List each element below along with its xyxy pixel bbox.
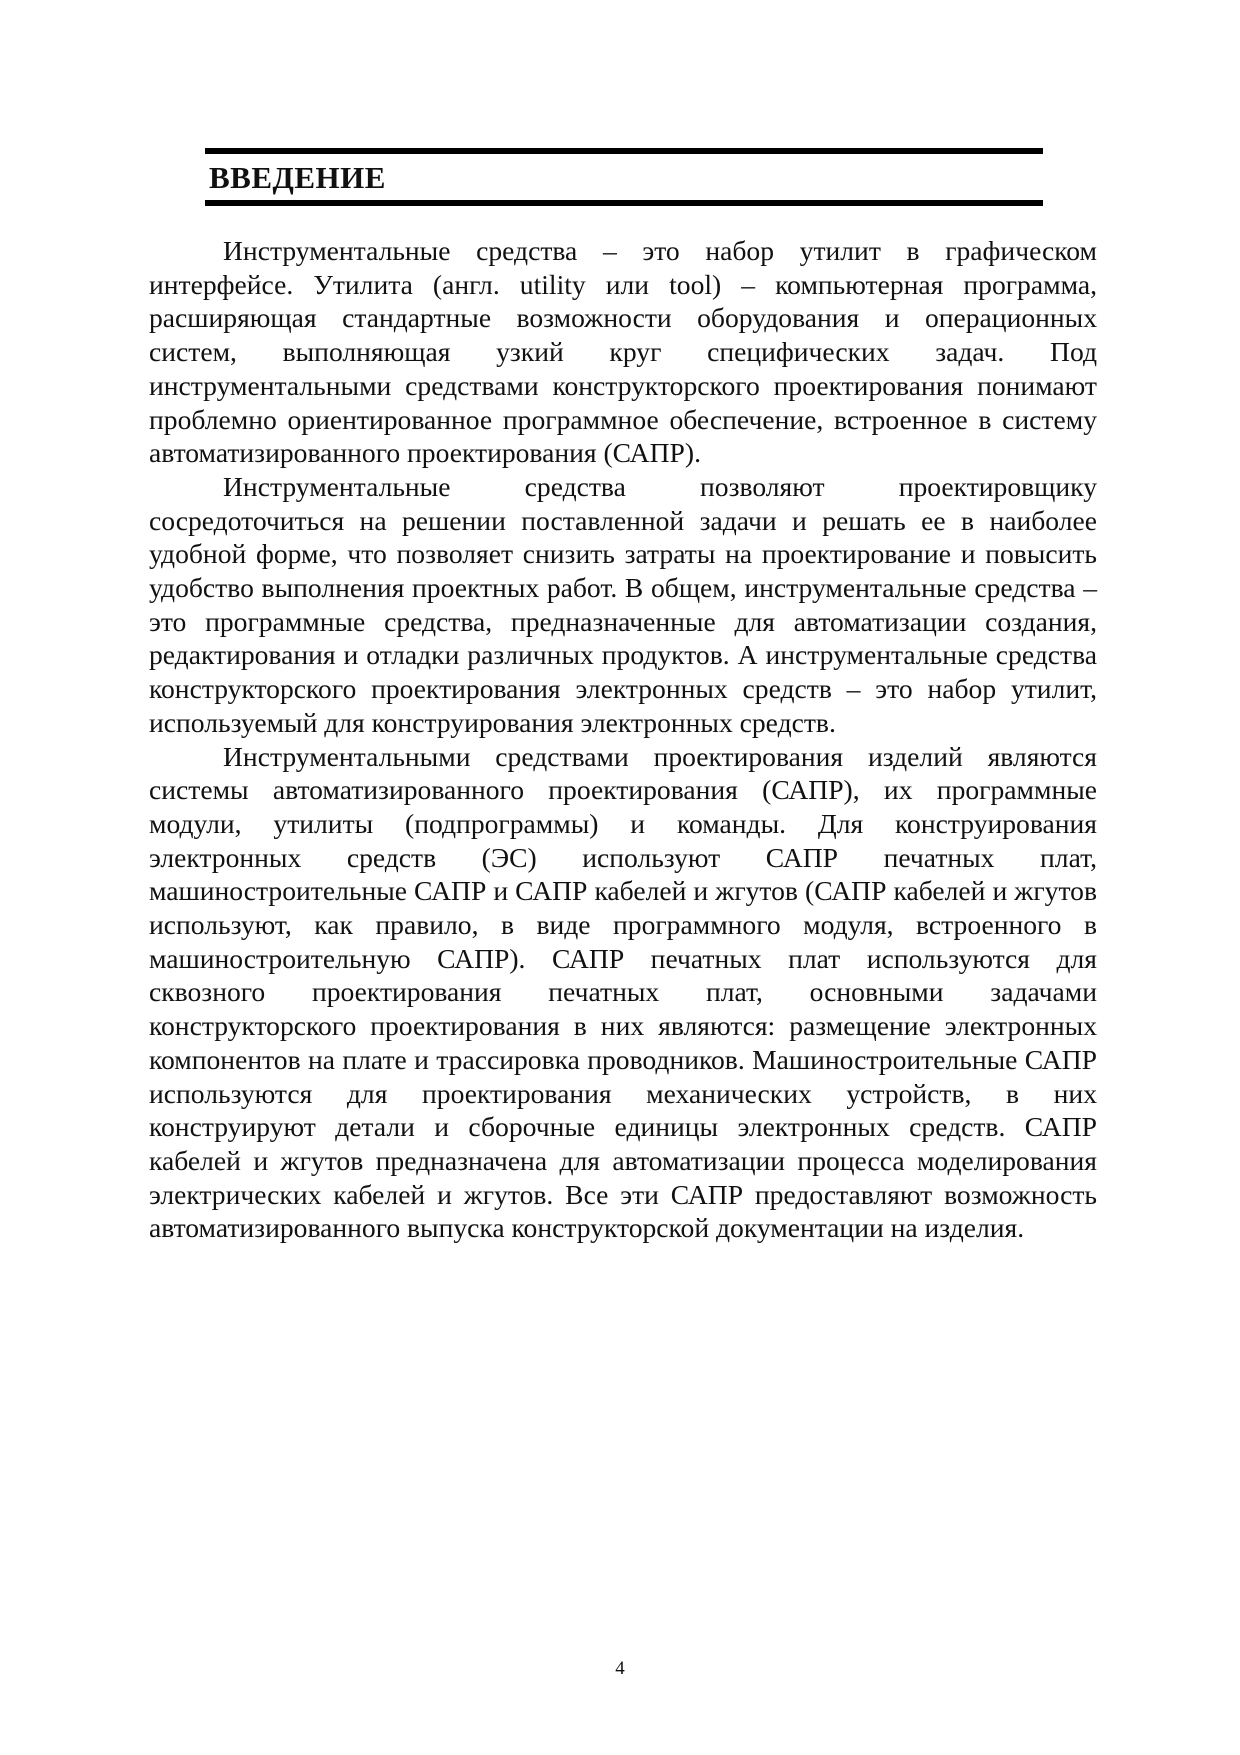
paragraph-2: Инструментальные средства позволяют проектировщику сосредоточиться на решении поставленной задачи и решать ее в наиболее удобной форме, что позволяет снизить затраты на проектирование и повысить удобство выполнения проектных работ. В общем, инструментальные средства – это программные средства, предназначенные для автоматизации создания, редактирования и отладки различных продуктов. А инструментальные средства конструкторского проектирования электронных средств – это набор утилит, используемый для конструирования электронных средств. xyxy=(149,470,1097,738)
body-text xyxy=(149,234,1097,1245)
section-header xyxy=(205,148,1043,206)
paragraph-3: Инструментальными средствами проектирования изделий являются системы автоматизированного проектирования (САПР), их программные модули, утилиты (подпрограммы) и команды. Для конструирования электронных средств (ЭС) используют САПР печатных плат, машиностроительные САПР и САПР кабелей и жгутов (САПР кабелей и жгутов используют, как правило, в виде программного модуля, встроенного в машиностроительную САПР). САПР печатных плат используются для сквозного проектирования печатных плат, основными задачами конструкторского проектирования в них являются: размещение электронных компонентов на плате и трассировка проводников. Машиностроительные САПР используются для проектирования механических устройств, в них конструируют детали и сборочные единицы электронных средств. САПР кабелей и жгутов предназначена для автоматизации процесса моделирования электрических кабелей и жгутов. Все эти САПР предоставляют возможность автоматизированного выпуска конструкторской документации на изделия. xyxy=(149,740,1097,1244)
section-title: ВВЕДЕНИЕ xyxy=(209,160,386,195)
top-rule xyxy=(205,148,1043,154)
bottom-rule xyxy=(205,200,1043,206)
paragraph-1: Инструментальные средства – это набор утилит в графическом интерфейсе. Утилита (англ. utility или tool) – компьютерная программа, расширяющая стандартные возможности оборудования и операционных систем, выполняющая узкий круг специфических задач. Под инструментальными средствами конструкторского проектирования понимают проблемно ориентированное программное обеспечение, встроенное в систему автоматизированного проектирования (САПР). xyxy=(149,235,1097,469)
page-number: 4 xyxy=(615,1658,625,1679)
